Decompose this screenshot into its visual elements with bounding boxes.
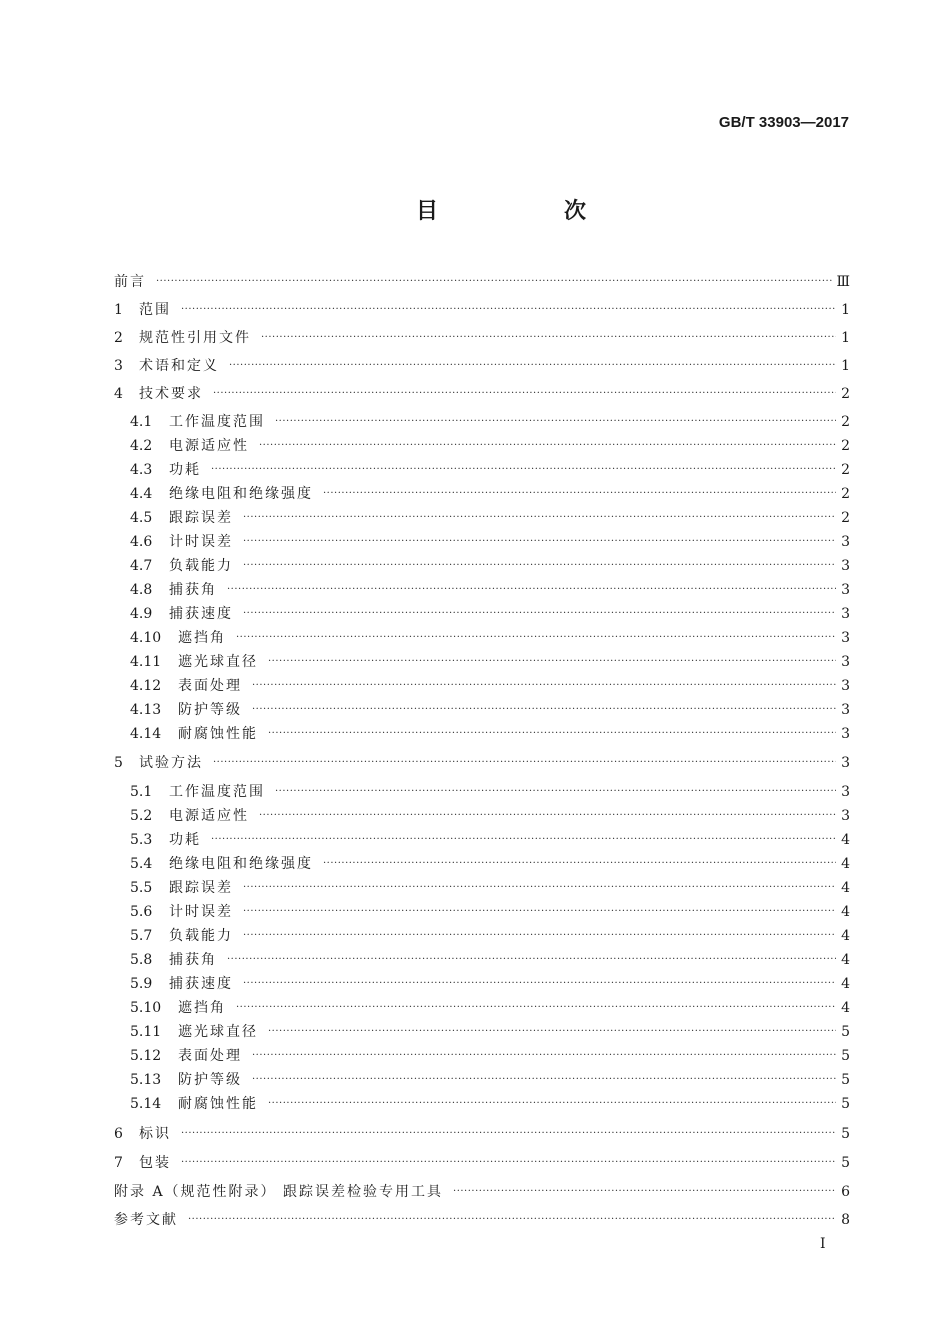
toc-entry-label: 绝缘电阻和绝缘强度 (169, 486, 313, 502)
toc-entry-number: 5.3 (130, 832, 153, 848)
toc-leader-dots (275, 410, 836, 434)
toc-leader-dots (236, 626, 836, 650)
toc-entry-label: 遮挡角 (178, 1000, 226, 1016)
toc-entry-label: 工作温度范围 (169, 414, 265, 430)
toc-entry-label: 遮光球直径 (178, 1024, 258, 1040)
toc-leader-dots (211, 828, 836, 852)
toc-leader-dots (268, 650, 836, 674)
page-title: 目 次 (415, 199, 638, 224)
toc-entry-number: 2 (114, 330, 123, 346)
toc-entry[interactable] (130, 972, 850, 996)
toc-entry[interactable] (130, 804, 850, 828)
toc-leader-dots (211, 458, 836, 482)
toc-entry-label: 技术要求 (139, 386, 203, 402)
toc-entry[interactable] (130, 506, 850, 530)
toc-entry-page: 1 (841, 358, 850, 374)
toc-entry[interactable] (114, 751, 850, 775)
toc-entry-page: 3 (841, 784, 850, 800)
toc-leader-dots (243, 972, 836, 996)
toc-entry-page: 5 (841, 1126, 850, 1142)
toc-entry-page: 1 (841, 330, 850, 346)
toc-entry-page: 2 (841, 386, 850, 402)
toc-leader-dots (213, 751, 836, 775)
toc-entry-label: 防护等级 (178, 702, 242, 718)
toc-entry-number: 6 (114, 1126, 123, 1142)
toc-entry-number: 4.11 (130, 654, 162, 670)
toc-entry[interactable] (130, 434, 850, 458)
toc-leader-dots (261, 326, 836, 350)
toc-entry-number: 5.4 (130, 856, 153, 872)
toc-entry-number: 4.1 (130, 414, 153, 430)
toc-entry-page: 4 (841, 832, 850, 848)
toc-entry-number: 5.13 (130, 1072, 162, 1088)
toc-leader-dots (252, 1044, 836, 1068)
toc-entry-label: 计时误差 (169, 904, 233, 920)
toc-entry[interactable] (130, 900, 850, 924)
toc-entry-page: 2 (841, 462, 850, 478)
toc-leader-dots (268, 1092, 836, 1116)
toc-entry-page: 4 (841, 1000, 850, 1016)
toc-entry-number: 4.6 (130, 534, 153, 550)
toc-leader-dots (181, 1151, 836, 1175)
toc-entry-label: 遮挡角 (178, 630, 226, 646)
toc-entry-number: 5.9 (130, 976, 153, 992)
toc-entry[interactable] (130, 698, 850, 722)
toc-leader-dots (156, 270, 832, 294)
toc-entry-page: 8 (841, 1212, 850, 1228)
toc-entry-page: 3 (841, 534, 850, 550)
toc-entry-number: 5.8 (130, 952, 153, 968)
toc-entry-number: 4.7 (130, 558, 153, 574)
toc-entry-label: 计时误差 (169, 534, 233, 550)
toc-entry-number: 4.10 (130, 630, 162, 646)
toc-leader-dots (213, 382, 836, 406)
toc-entry[interactable] (130, 530, 850, 554)
toc-entry-page: 3 (841, 558, 850, 574)
toc-entry[interactable] (130, 626, 850, 650)
toc-entry-number: 5.14 (130, 1096, 162, 1112)
toc-entry-label: 捕获速度 (169, 606, 233, 622)
toc-entry-page: 2 (841, 414, 850, 430)
toc-entry-page: 3 (841, 582, 850, 598)
toc-entry-page: 3 (841, 630, 850, 646)
toc-leader-dots (243, 506, 836, 530)
toc-entry[interactable] (114, 270, 850, 294)
toc-entry-label: 负载能力 (169, 558, 233, 574)
toc-entry-number: 4.14 (130, 726, 162, 742)
toc-entry-label: 防护等级 (178, 1072, 242, 1088)
toc-entry[interactable] (114, 1208, 850, 1232)
toc-leader-dots (275, 780, 836, 804)
toc-entry[interactable] (114, 354, 850, 378)
toc-entry-page: 1 (841, 302, 850, 318)
toc-entry-label: 捕获角 (169, 582, 217, 598)
toc-entry-number: 5.5 (130, 880, 153, 896)
toc-leader-dots (243, 554, 836, 578)
toc-entry[interactable] (114, 1122, 850, 1146)
toc-entry-number: 4.3 (130, 462, 153, 478)
toc-entry-label: 表面处理 (178, 1048, 242, 1064)
toc-entry[interactable] (130, 852, 850, 876)
toc-entry-label: 包装 (139, 1155, 171, 1171)
toc-entry-label: 捕获角 (169, 952, 217, 968)
toc-entry-number: 5.1 (130, 784, 153, 800)
standard-code: GB/T 33903—2017 (718, 114, 849, 131)
toc-entry-number: 4.5 (130, 510, 153, 526)
toc-entry-number: 5.6 (130, 904, 153, 920)
toc-entry-number: 4.13 (130, 702, 162, 718)
toc-entry-label: 范围 (139, 302, 171, 318)
toc-entry[interactable] (130, 482, 850, 506)
toc-leader-dots (259, 434, 836, 458)
toc-entry[interactable] (130, 458, 850, 482)
toc-leader-dots (236, 996, 836, 1020)
toc-leader-dots (259, 804, 836, 828)
toc-entry-page: 3 (841, 654, 850, 670)
toc-entry-page: 5 (841, 1096, 850, 1112)
toc-entry[interactable] (130, 674, 850, 698)
toc-entry-page: 2 (841, 486, 850, 502)
toc-entry[interactable] (114, 298, 850, 322)
toc-entry-number: 4 (114, 386, 123, 402)
toc-entry-label: 功耗 (169, 832, 201, 848)
toc-leader-dots (181, 1122, 836, 1146)
toc-entry[interactable] (130, 948, 850, 972)
toc-entry-label: 参考文献 (114, 1212, 178, 1228)
toc-leader-dots (227, 948, 836, 972)
toc-entry[interactable] (130, 780, 850, 804)
toc-leader-dots (243, 602, 836, 626)
toc-entry-label: 负载能力 (169, 928, 233, 944)
toc-leader-dots (181, 298, 836, 322)
toc-entry-page: 5 (841, 1048, 850, 1064)
toc-leader-dots (227, 578, 836, 602)
toc-entry-page: 5 (841, 1024, 850, 1040)
toc-leader-dots (252, 698, 836, 722)
toc-leader-dots (243, 530, 836, 554)
toc-entry-label: 工作温度范围 (169, 784, 265, 800)
toc-entry-label: 电源适应性 (169, 438, 249, 454)
toc-entry-label: 前言 (114, 274, 146, 290)
toc-entry[interactable] (130, 602, 850, 626)
toc-entry[interactable] (114, 1151, 850, 1175)
toc-entry-number: 7 (114, 1155, 123, 1171)
toc-entry[interactable] (130, 924, 850, 948)
toc-entry[interactable] (130, 410, 850, 434)
toc-leader-dots (323, 482, 836, 506)
toc-entry[interactable] (130, 1044, 850, 1068)
toc-entry-label: 试验方法 (139, 755, 203, 771)
toc-entry-page: 3 (841, 702, 850, 718)
toc-entry-page: 6 (841, 1184, 850, 1200)
toc-entry-page: 3 (841, 755, 850, 771)
toc-entry-label: 遮光球直径 (178, 654, 258, 670)
toc-entry-page: Ⅲ (836, 274, 850, 290)
toc-entry[interactable] (114, 326, 850, 350)
toc-entry-label: 标识 (139, 1126, 171, 1142)
toc-entry-number: 4.9 (130, 606, 153, 622)
toc-entry-page: 3 (841, 726, 850, 742)
toc-entry-page: 4 (841, 976, 850, 992)
toc-leader-dots (268, 722, 836, 746)
toc-entry-label: 规范性引用文件 (139, 330, 251, 346)
toc-leader-dots (243, 900, 836, 924)
toc-entry[interactable] (130, 996, 850, 1020)
toc-entry-page: 5 (841, 1072, 850, 1088)
toc-leader-dots (453, 1180, 836, 1204)
toc-entry-number: 3 (114, 358, 123, 374)
toc-entry-label: 跟踪误差 (169, 510, 233, 526)
toc-entry-page: 4 (841, 856, 850, 872)
toc-entry-number: 5.7 (130, 928, 153, 944)
toc-entry[interactable] (130, 828, 850, 852)
toc-entry-label: 捕获速度 (169, 976, 233, 992)
toc-entry-number: 4.8 (130, 582, 153, 598)
toc-entry-label: 电源适应性 (169, 808, 249, 824)
toc-entry[interactable] (114, 1180, 850, 1204)
toc-entry[interactable] (130, 1068, 850, 1092)
toc-leader-dots (188, 1208, 836, 1232)
toc-entry-page: 3 (841, 606, 850, 622)
toc-entry-page: 2 (841, 510, 850, 526)
toc-entry[interactable] (130, 650, 850, 674)
toc-leader-dots (243, 876, 836, 900)
toc-entry-page: 3 (841, 808, 850, 824)
toc-leader-dots (323, 852, 836, 876)
toc-entry-number: 5.10 (130, 1000, 162, 1016)
toc-entry[interactable] (130, 722, 850, 746)
toc-entry-page: 4 (841, 952, 850, 968)
toc-leader-dots (268, 1020, 836, 1044)
toc-entry[interactable] (130, 1020, 850, 1044)
toc-entry[interactable] (130, 578, 850, 602)
toc-leader-dots (252, 674, 836, 698)
toc-entry-label: 附录 A（规范性附录） 跟踪误差检验专用工具 (114, 1184, 444, 1200)
toc-entry-label: 绝缘电阻和绝缘强度 (169, 856, 313, 872)
toc-entry-page: 4 (841, 904, 850, 920)
toc-entry-number: 5.12 (130, 1048, 162, 1064)
toc-entry-number: 4.2 (130, 438, 153, 454)
toc-entry-label: 跟踪误差 (169, 880, 233, 896)
toc-entry-label: 功耗 (169, 462, 201, 478)
toc-entry-page: 3 (841, 678, 850, 694)
toc-entry-page: 5 (841, 1155, 850, 1171)
toc-leader-dots (229, 354, 836, 378)
toc-entry[interactable] (130, 876, 850, 900)
toc-entry-number: 4.4 (130, 486, 153, 502)
page-folio: Ⅰ (820, 1236, 826, 1252)
toc-entry-label: 术语和定义 (139, 358, 219, 374)
toc-entry-label: 耐腐蚀性能 (178, 726, 258, 742)
toc-leader-dots (252, 1068, 836, 1092)
toc-entry-label: 耐腐蚀性能 (178, 1096, 258, 1112)
toc-entry[interactable] (130, 1092, 850, 1116)
toc-entry-page: 4 (841, 928, 850, 944)
toc-leader-dots (243, 924, 836, 948)
toc-entry-number: 1 (114, 302, 123, 318)
toc-entry[interactable] (130, 554, 850, 578)
toc-entry-number: 5.2 (130, 808, 153, 824)
toc-entry-label: 表面处理 (178, 678, 242, 694)
toc-entry-number: 5.11 (130, 1024, 162, 1040)
toc-entry-page: 4 (841, 880, 850, 896)
toc-entry-number: 4.12 (130, 678, 162, 694)
toc-entry[interactable] (114, 382, 850, 406)
toc-entry-page: 2 (841, 438, 850, 454)
toc-entry-number: 5 (114, 755, 123, 771)
